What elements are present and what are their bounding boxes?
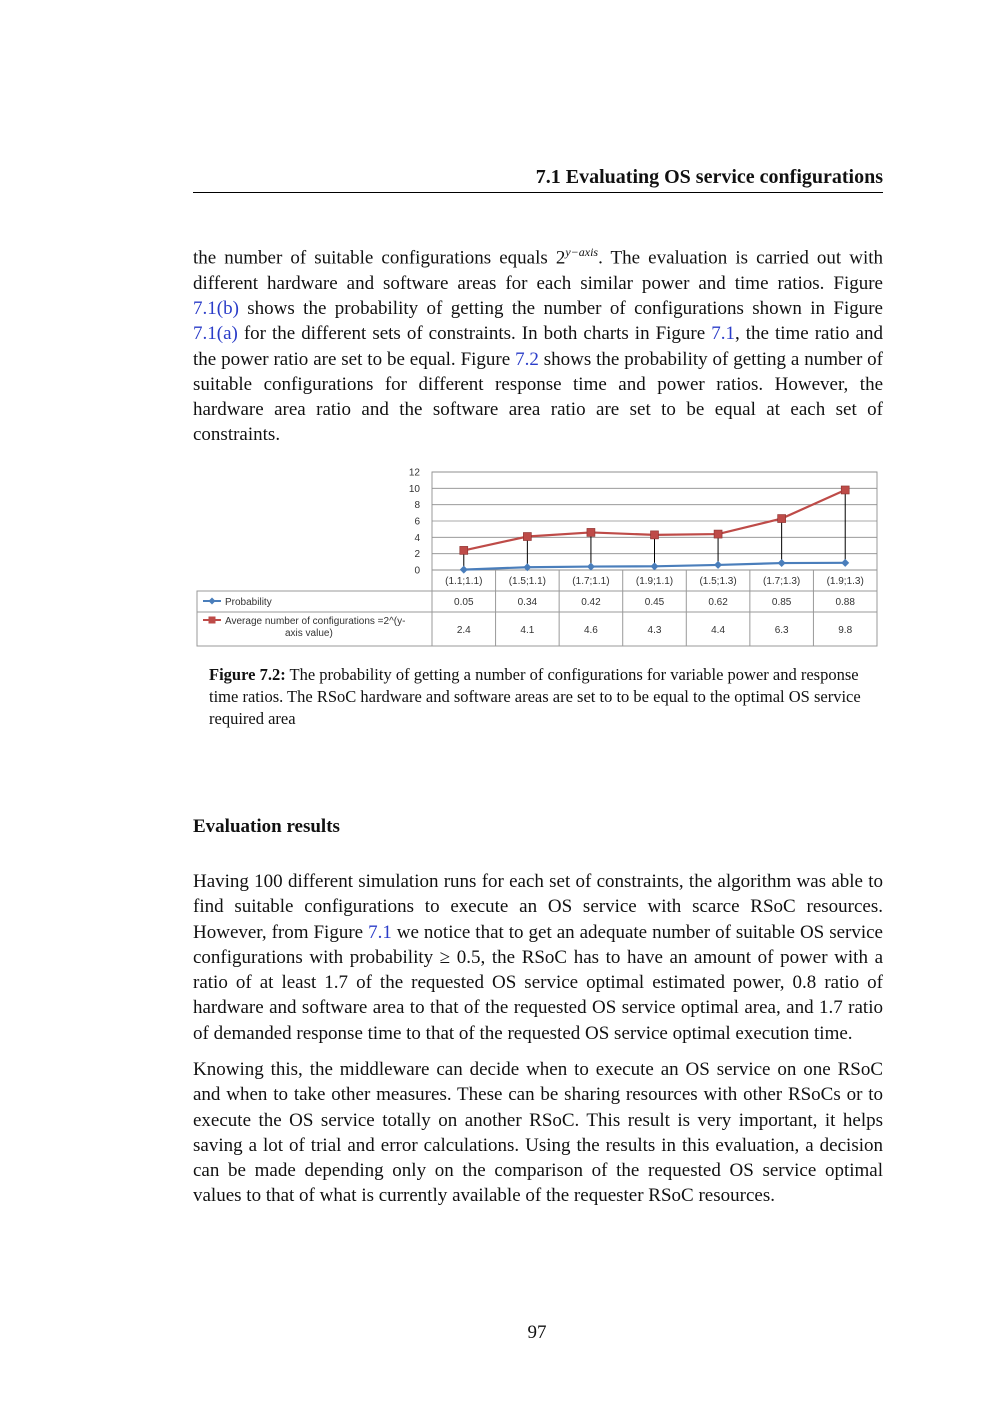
p1-text-1: the number of suitable configurations equals (193, 247, 556, 269)
legend-probability-label: Probability (225, 597, 272, 608)
header-title: 7.1 Evaluating OS service configurations (535, 166, 883, 188)
data-table-value: 4.4 (711, 625, 726, 636)
data-table-value: 2.4 (456, 625, 471, 636)
probability-point (841, 559, 849, 567)
category-label: (1.5;1.3) (699, 576, 737, 587)
paragraph-1 (193, 240, 883, 448)
avg-configurations-point (651, 531, 659, 539)
p1-math-base: 2 (555, 247, 566, 269)
probability-point (460, 566, 468, 574)
category-label: (1.1;1.1) (445, 576, 483, 587)
data-table-value: 0.62 (708, 597, 728, 608)
figure-7-2-chart (195, 460, 885, 652)
category-label: (1.7;1.1) (572, 576, 610, 587)
y-tick-label: 0 (414, 565, 420, 577)
data-table-value: 4.6 (583, 625, 598, 636)
y-tick-label: 10 (408, 483, 420, 495)
drop-lines (464, 490, 845, 570)
avg-configurations-point (841, 486, 849, 494)
figure-ref-7-2[interactable]: 7.2 (515, 348, 539, 370)
p2-text-1: Having 100 different simulation runs for each set of constraints, the algorithm was able to find suitable configurations to execute an OS service with scarce RSoC resources. However, from Figure (193, 871, 883, 943)
data-table-value: 6.3 (774, 625, 789, 636)
data-table-value: 0.05 (454, 597, 474, 608)
avg-configurations-point (460, 546, 468, 554)
category-label: (1.9;1.1) (635, 576, 674, 587)
figure-ref-7-1[interactable]: 7.1 (711, 323, 735, 345)
category-label: (1.5;1.1) (508, 576, 546, 587)
p1-text-2: . The evaluation is carried out with different hardware and software areas for each similar power and time ratios. Figure (193, 247, 883, 294)
y-tick-label: 12 (408, 467, 420, 479)
p1-text-5: , the time ratio and the power ratio are set to be equal. Figure (193, 323, 883, 370)
probability-point (714, 561, 722, 569)
avg-configurations-point (523, 533, 531, 541)
p1-math-exponent: y−axis (565, 245, 599, 259)
category-label: (1.9;1.3) (826, 576, 864, 587)
avg-configurations-point (587, 528, 595, 536)
category-label: (1.7;1.3) (763, 576, 801, 587)
data-table-value: 0.88 (835, 597, 855, 608)
legend-probability-marker (209, 598, 216, 605)
data-table-value: 0.45 (644, 597, 665, 608)
paragraph-2 (193, 869, 883, 1046)
figure-ref-7-1-results[interactable]: 7.1 (368, 921, 392, 943)
y-tick-label: 2 (414, 549, 420, 561)
data-table-value: 4.3 (647, 625, 662, 636)
y-tick-label: 6 (414, 516, 420, 528)
probability-point (587, 563, 595, 571)
data-table-value: 0.42 (581, 597, 601, 608)
section-heading: Evaluation results (193, 816, 340, 837)
y-tick-labels (409, 468, 421, 577)
data-table-value: 9.8 (838, 625, 853, 636)
probability-point (651, 562, 659, 570)
caption-text: The probability of getting a number of configurations for variable power and response time ratios. The RSoC hardware and software areas are set to to be equal to the optimal OS service required area (209, 665, 861, 728)
page-number: 97 (527, 1322, 547, 1343)
running-header (193, 164, 883, 193)
avg-configurations-point (778, 515, 786, 523)
caption-label: Figure 7.2: (209, 665, 286, 684)
figure-caption (209, 664, 874, 730)
data-table-value: 0.85 (771, 597, 792, 608)
p1-text-4: for the different sets of constraints. In both charts in Figure (237, 323, 712, 345)
legend-avg-marker (209, 617, 216, 624)
avg-configurations-point (714, 530, 722, 538)
p2-text-2: we notice that to get an adequate number of suitable OS service configurations with probability ≥ 0.5, the RSoC has to have an amount of power with a ratio of at least 1.7 of the requested OS service optimal estimated power, 0.8 ratio of hardware and software area to that of the requested OS service optimal area, and 1.7 ratio of demanded response time to that of the requested OS service optimal execution time. (193, 921, 883, 1044)
p1-text-6: shows the probability of getting a number of suitable configurations for different response time and power ratios. However, the hardware area ratio and the software area ratio are set to be equal at each set of constraints. (193, 348, 883, 446)
y-tick-label: 8 (414, 500, 420, 512)
probability-point (778, 559, 786, 567)
p1-text-3: shows the probability of getting the number of configurations shown in Figure (238, 297, 883, 319)
figure-ref-7-1a[interactable]: 7.1(a) (193, 323, 238, 345)
chart-svg (195, 460, 885, 652)
legend-avg-label-line1: Average number of configurations =2^(y- (225, 616, 406, 627)
data-table-value: 0.34 (517, 597, 538, 608)
y-tick-label: 4 (414, 532, 420, 544)
paragraph-3: Knowing this, the middleware can decide when to execute an OS service on one RSoC and when to take other measures. These can be sharing resources with other RSoCs or to execute the OS service totally on another RSoC. This result is very important, it helps saving a lot of trial and error calculations. Using the results in this evaluation, a decision can be made depending only on the comparison of the requested OS service optimal values to that of what is currently available of the requester RSoC resources. (193, 1059, 883, 1207)
data-table-value: 4.1 (520, 625, 535, 636)
figure-ref-7-1b[interactable]: 7.1(b) (193, 297, 239, 319)
chart-legend (203, 597, 405, 639)
legend-avg-label-line2: axis value) (285, 628, 333, 639)
